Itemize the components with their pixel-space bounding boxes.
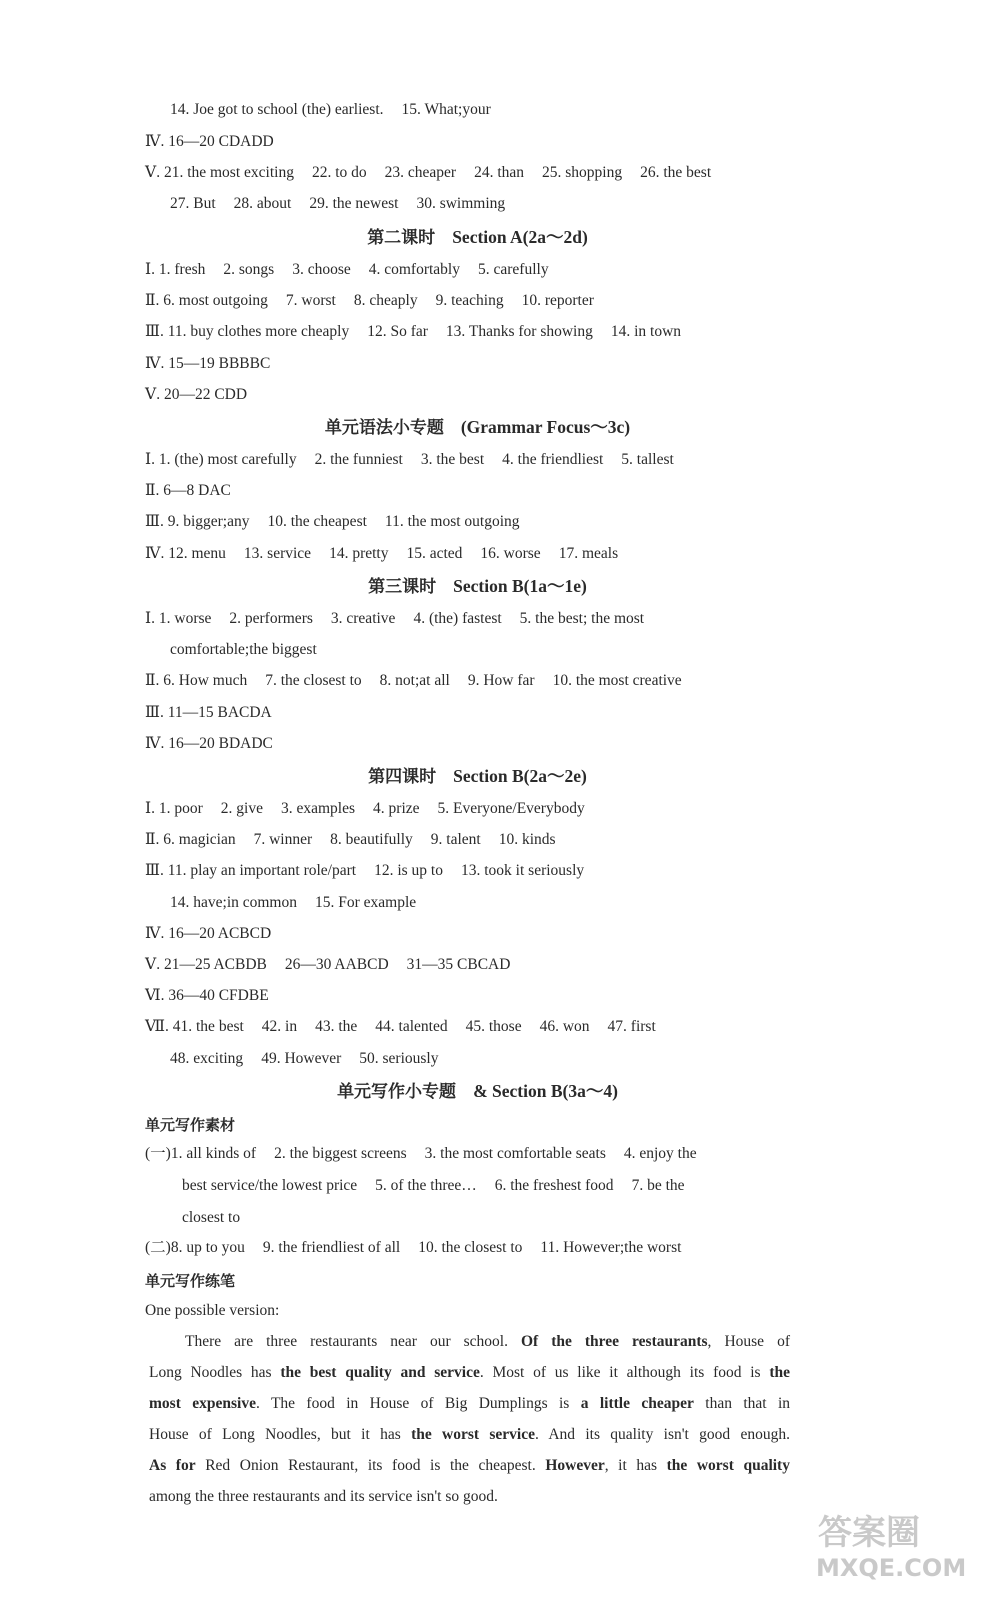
answer-line: [145, 951, 810, 979]
answer-line: [145, 857, 810, 885]
essay-text: . Most of us like it although its food is: [479, 1364, 770, 1381]
answer-item: 2. give: [220, 800, 263, 817]
answer-item: (一)1. all kinds of: [145, 1145, 257, 1162]
answer-item: Ⅵ. 36—40 CFDBE: [145, 987, 269, 1004]
essay-line: [149, 1359, 790, 1387]
answer-item: 14. Joe got to school (the) earliest.: [170, 101, 384, 118]
answer-line: [145, 540, 810, 568]
answer-item: 4. comfortably: [368, 261, 460, 278]
answer-item: 11. However;the worst: [540, 1239, 682, 1256]
heading-en: Section B(1a～1e): [453, 576, 587, 596]
subhead: 单元写作素材: [145, 1116, 236, 1134]
answer-item: 3. choose: [292, 261, 351, 278]
answer-item: 27. But: [170, 195, 216, 212]
answer-item: 4. enjoy the: [623, 1145, 697, 1162]
essay-line: [149, 1452, 790, 1480]
essay-text: Red Onion Restaurant, its food is the cheapest.: [195, 1457, 546, 1474]
answer-item: 3. examples: [280, 800, 356, 817]
answer-item: Ⅳ. 16—20 ACBCD: [145, 925, 272, 942]
answer-item: 26—30 AABCD: [284, 956, 389, 973]
essay-text: Long Noodles has: [149, 1364, 281, 1381]
answer-item: 2. the biggest screens: [274, 1145, 407, 1162]
essay-bold-phrase: However: [545, 1457, 605, 1474]
answer-item: 29. the newest: [309, 195, 399, 212]
answer-line: [182, 1172, 810, 1200]
answer-line: [145, 318, 810, 346]
answer-item: Ⅲ. 11. play an important role/part: [145, 862, 357, 879]
answer-item: Ⅰ. 1. fresh: [145, 261, 206, 278]
answer-item: 14. pretty: [329, 545, 389, 562]
heading-zh: 第四课时: [368, 767, 437, 787]
answer-item: 2. the funniest: [314, 451, 403, 468]
answer-item: 17. meals: [558, 545, 619, 562]
answer-item: 10. the cheapest: [267, 513, 367, 530]
answer-item: 47. first: [607, 1018, 656, 1035]
answer-item: 10. the closest to: [418, 1239, 523, 1256]
essay-bold-phrase: the worst service: [411, 1426, 535, 1443]
answer-item: 3. the best: [420, 451, 485, 468]
answer-item: 13. took it seriously: [461, 862, 585, 879]
answer-item: 4. the friendliest: [502, 451, 604, 468]
answer-item: Ⅱ. 6. most outgoing: [145, 292, 268, 309]
answer-item: 25. shopping: [542, 164, 623, 181]
heading-zh: 第三课时: [368, 577, 437, 597]
answer-item: 46. won: [539, 1018, 590, 1035]
answer-line: [145, 605, 810, 633]
essay-text: House of Long Noodles, but it has: [149, 1426, 412, 1443]
answer-item: Ⅱ. 6. How much: [145, 672, 248, 689]
answer-item: 13. service: [243, 545, 312, 562]
answer-item: 26. the best: [640, 164, 712, 181]
answer-item: 8. cheaply: [353, 292, 418, 309]
answer-item: 48. exciting: [170, 1050, 244, 1067]
answer-line: [145, 508, 810, 536]
answer-item: 14. in town: [610, 323, 682, 340]
answer-line: [145, 826, 810, 854]
essay-bold-phrase: Of the three restaurants: [520, 1333, 708, 1350]
answer-item: 7. worst: [285, 292, 336, 309]
answer-item: 14. have;in common: [170, 894, 297, 911]
watermark-bottom: MXQE.COM: [816, 1554, 967, 1582]
answer-item: 4. (the) fastest: [413, 610, 502, 627]
answer-item: 8. beautifully: [330, 831, 413, 848]
answer-item: Ⅱ. 6. magician: [145, 831, 236, 848]
answer-item: best service/the lowest price: [182, 1177, 358, 1194]
heading-en: Section B(2a～2e): [453, 766, 587, 786]
essay-bold-phrase: the: [769, 1364, 791, 1381]
subhead: 单元写作练笔: [145, 1272, 236, 1290]
answer-item: Ⅰ. 1. worse: [145, 610, 212, 627]
answer-line: [145, 381, 810, 409]
answer-item: Ⅱ. 6—8 DAC: [145, 482, 231, 499]
answer-item: 45. those: [465, 1018, 522, 1035]
essay-bold-phrase: most expensive: [149, 1395, 256, 1412]
answer-item: 12. So far: [367, 323, 428, 340]
essay-intro: One possible version:: [145, 1302, 280, 1319]
answer-item: 9. How far: [467, 672, 535, 689]
essay-line: [185, 1328, 790, 1356]
answer-item: 2. songs: [223, 261, 275, 278]
answer-item: 28. about: [233, 195, 292, 212]
answer-item: 10. the most creative: [552, 672, 682, 689]
answer-item: Ⅲ. 11—15 BACDA: [145, 704, 272, 721]
heading-zh: 单元语法小专题: [324, 418, 444, 438]
answer-line: [170, 190, 810, 218]
essay-text: . The food in House of Big Dumplings is: [255, 1395, 581, 1412]
answer-line: [145, 699, 810, 727]
answer-item: Ⅲ. 9. bigger;any: [145, 513, 250, 530]
answer-item: 6. the freshest food: [494, 1177, 614, 1194]
answer-item: 10. reporter: [521, 292, 594, 309]
answer-line: [145, 256, 810, 284]
answer-line: [145, 287, 810, 315]
answer-line: [170, 96, 810, 124]
answer-item: Ⅰ. 1. poor: [145, 800, 203, 817]
answer-line: [145, 159, 810, 187]
answer-item: 44. talented: [375, 1018, 448, 1035]
section-heading: [145, 1076, 810, 1106]
answer-item: 5. Everyone/Everybody: [437, 800, 585, 817]
answer-item: 8. not;at all: [379, 672, 450, 689]
essay-text: There are three restaurants near our school.: [185, 1333, 521, 1350]
answer-item: 3. creative: [330, 610, 396, 627]
answer-line: [170, 889, 810, 917]
answer-line: [182, 1204, 810, 1232]
answer-item: 16. worse: [480, 545, 541, 562]
answer-item: 15. What;your: [401, 101, 491, 118]
essay-line: [149, 1390, 790, 1418]
essay-bold-phrase: As for: [149, 1457, 196, 1474]
answer-line: [145, 446, 810, 474]
answer-item: 15. acted: [406, 545, 463, 562]
answer-item: 2. performers: [229, 610, 313, 627]
essay-text: than that in: [693, 1395, 791, 1412]
section-heading: [145, 222, 810, 252]
answer-line: [170, 636, 810, 664]
answer-item: 31—35 CBCAD: [406, 956, 511, 973]
answer-line: [170, 1045, 810, 1073]
answer-item: 4. prize: [373, 800, 420, 817]
answer-item: 11. the most outgoing: [384, 513, 520, 530]
answer-item: 50. seriously: [359, 1050, 439, 1067]
answer-line: [145, 730, 810, 758]
answer-item: 42. in: [261, 1018, 298, 1035]
answer-item: 9. the friendliest of all: [262, 1239, 401, 1256]
section-heading: [145, 571, 810, 601]
answer-item: Ⅲ. 11. buy clothes more cheaply: [145, 323, 350, 340]
answer-line: [145, 1013, 810, 1041]
answer-item: Ⅳ. 16—20 CDADD: [145, 133, 274, 150]
heading-zh: 单元写作小专题: [337, 1082, 457, 1102]
answer-item: Ⅴ. 21—25 ACBDB: [145, 956, 267, 973]
answer-item: 9. teaching: [435, 292, 504, 309]
answer-line: [145, 920, 810, 948]
essay-bold-phrase: the best quality and service: [280, 1364, 480, 1381]
answer-item: 3. the most comfortable seats: [424, 1145, 606, 1162]
answer-item: Ⅳ. 15—19 BBBBC: [145, 355, 271, 372]
answer-item: Ⅳ. 16—20 BDADC: [145, 735, 273, 752]
answer-item: 10. kinds: [498, 831, 556, 848]
answer-line: [145, 350, 810, 378]
answer-item: 5. tallest: [621, 451, 674, 468]
answer-item: 5. of the three…: [375, 1177, 477, 1194]
answer-item: 13. Thanks for showing: [445, 323, 593, 340]
answer-line: [145, 1140, 810, 1168]
heading-en: (Grammar Focus～3c): [460, 417, 631, 437]
essay-bold-phrase: a little cheaper: [580, 1395, 694, 1412]
watermark-top: 答案圈: [818, 1513, 920, 1553]
answer-item: Ⅴ. 20—22 CDD: [145, 386, 248, 403]
answer-item: 49. However: [261, 1050, 342, 1067]
answer-item: 24. than: [474, 164, 525, 181]
heading-en: Section A(2a～2d): [452, 227, 588, 247]
essay-text: , House of: [707, 1333, 790, 1350]
answer-item: 5. carefully: [478, 261, 549, 278]
essay-text: among the three restaurants and its service isn't so good.: [149, 1488, 498, 1505]
answer-item: 5. the best; the most: [519, 610, 645, 627]
answer-item: 15. For example: [315, 894, 417, 911]
essay-text: . And its quality isn't good enough.: [534, 1426, 790, 1443]
answer-item: Ⅰ. 1. (the) most carefully: [145, 451, 297, 468]
answer-item: 7. winner: [253, 831, 313, 848]
heading-en: & Section B(3a～4): [473, 1081, 618, 1101]
answer-item: 43. the: [315, 1018, 358, 1035]
answer-line: [145, 477, 810, 505]
section-heading: [145, 412, 810, 442]
answer-item: 22. to do: [311, 164, 367, 181]
answer-item: 30. swimming: [416, 195, 506, 212]
answer-item: 23. cheaper: [384, 164, 457, 181]
answer-line: [145, 795, 810, 823]
answer-item: (二)8. up to you: [145, 1239, 245, 1256]
answer-item: Ⅴ. 21. the most exciting: [145, 164, 294, 181]
answer-line: [145, 1234, 810, 1262]
essay-line: [149, 1421, 790, 1449]
essay-bold-phrase: the worst quality: [666, 1457, 790, 1474]
answer-item: 7. the closest to: [265, 672, 362, 689]
section-heading: [145, 761, 810, 791]
answer-item: 12. is up to: [374, 862, 443, 879]
answer-item: 7. be the: [631, 1177, 685, 1194]
heading-zh: 第二课时: [367, 228, 436, 248]
answer-item: Ⅳ. 12. menu: [145, 545, 226, 562]
answer-item: closest to: [182, 1209, 241, 1226]
watermark-logo: [808, 1502, 978, 1582]
essay-text: , it has: [604, 1457, 667, 1474]
answer-item: Ⅶ. 41. the best: [145, 1018, 244, 1035]
answer-line: [145, 128, 810, 156]
essay-line: [149, 1483, 790, 1511]
answer-line: [145, 667, 810, 695]
answer-item: comfortable;the biggest: [170, 641, 317, 658]
answer-line: [145, 982, 810, 1010]
answer-item: 9. talent: [430, 831, 481, 848]
